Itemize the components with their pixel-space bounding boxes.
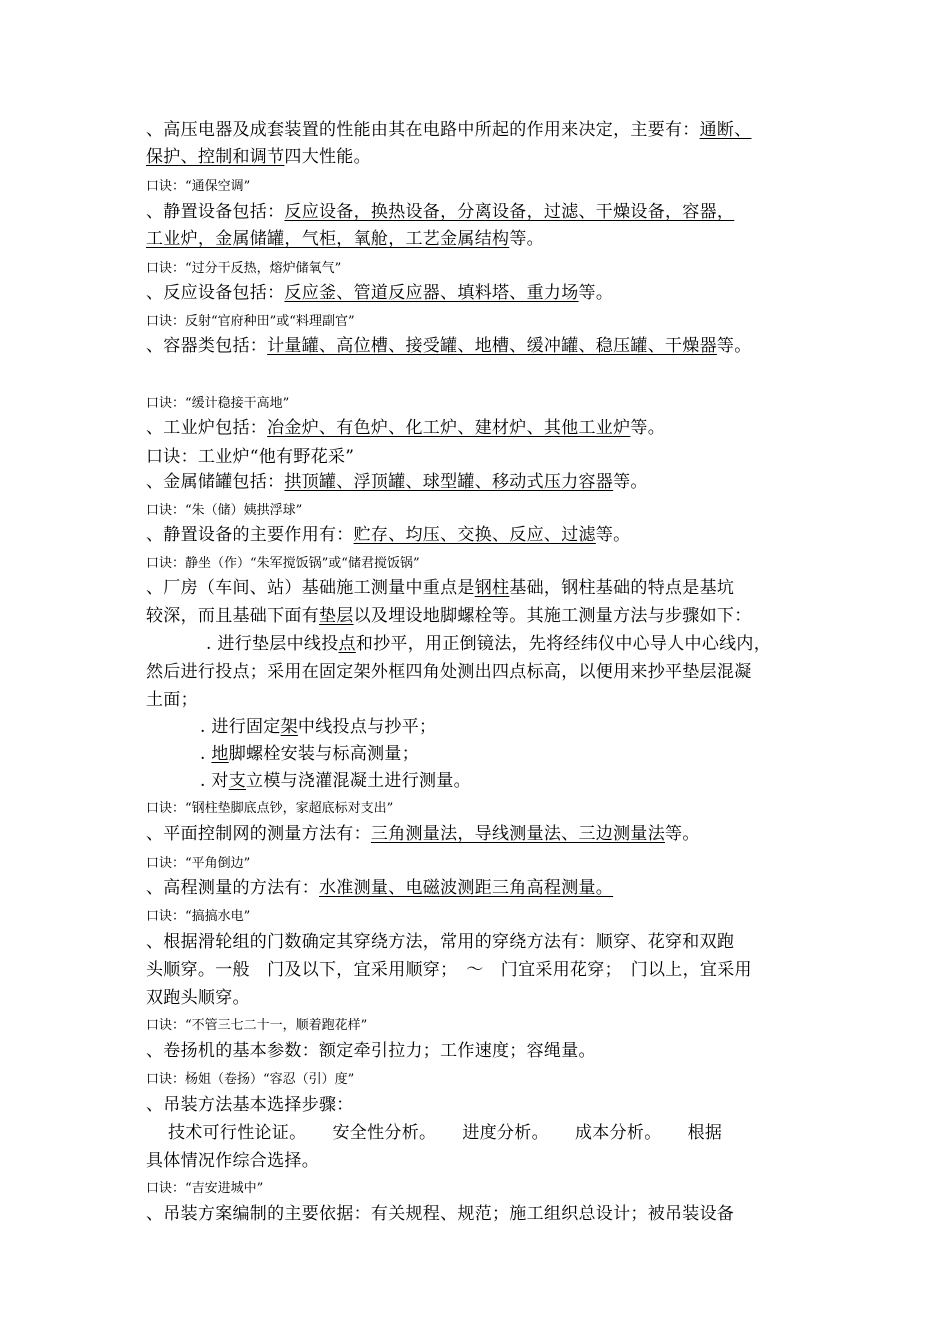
mnemonic-line: 口诀：“不管三七二十一，顺着跑花样” <box>146 1018 368 1033</box>
mnemonic-line: 口诀：反射“官府种田”或“料理副官” <box>146 314 355 329</box>
mnemonic-line: 口诀：“搞搞水电” <box>146 909 251 924</box>
text-line: 头顺穿。一般 门及以下，宜采用顺穿； ～ 门宜采用花穿； 门以上，宜采用 <box>146 960 752 980</box>
text-line: 双跑头顺穿。 <box>146 988 250 1008</box>
mnemonic-line: 口诀：“过分干反热，熔炉储氧气” <box>146 261 342 276</box>
step-line: . 进行固定架中线投点与抄平； <box>200 717 437 737</box>
mnemonic-line: 口诀：“吉安进城中” <box>146 1181 264 1196</box>
text-line: 、反应设备包括：反应釜、管道反应器、填料塔、重力场等。 <box>146 283 614 303</box>
mnemonic-line: 口诀：“钢柱垫脚底点钞，家超底标对支出” <box>146 801 394 816</box>
text-line: 、高程测量的方法有：水准测量、电磁波测距三角高程测量。 <box>146 878 614 898</box>
text-line: 、卷扬机的基本参数：额定牵引拉力；工作速度；容绳量。 <box>146 1041 596 1061</box>
step-line: . 对支立模与浇灌混凝土进行测量。 <box>200 771 471 791</box>
text-line: 技术可行性论证。 安全性分析。 进度分析。 成本分析。 根据 <box>168 1123 723 1143</box>
text-line: 、静置设备包括：反应设备，换热设备，分离设备，过滤、干燥设备，容器， <box>146 202 735 222</box>
text-line: 土面； <box>146 690 198 710</box>
mnemonic-line: 口诀：“通保空调” <box>146 179 251 194</box>
text-line: 、静置设备的主要作用有：贮存、均压、交换、反应、过滤等。 <box>146 525 631 545</box>
mnemonic-line: 口诀：“平角倒边” <box>146 856 251 871</box>
text-line: 、根据滑轮组的门数确定其穿绕方法，常用的穿绕方法有：顺穿、花穿和双跑 <box>146 932 735 952</box>
mnemonic-line: 口诀：工业炉“他有野花采” <box>146 447 355 467</box>
text-line: 保护、控制和调节四大性能。 <box>146 147 371 167</box>
text-line: 、工业炉包括：冶金炉、有色炉、化工炉、建材炉、其他工业炉等。 <box>146 418 666 438</box>
text-line: 较深，而且基础下面有垫层以及埋设地脚螺栓等。其施工测量方法与步骤如下： <box>146 606 752 626</box>
mnemonic-line: 口诀：静坐（作）“朱军搅饭锅”或“储君搅饭锅” <box>146 556 420 571</box>
text-line: 、吊装方法基本选择步骤： <box>146 1095 354 1115</box>
text-line: 、平面控制网的测量方法有：三角测量法，导线测量法、三边测量法等。 <box>146 824 700 844</box>
step-line: . 进行垫层中线投点和抄平，用正倒镜法，先将经纬仪中心导人中心线内， <box>206 634 772 654</box>
text-line: 、厂房（车间、站）基础施工测量中重点是钢柱基础，钢柱基础的特点是基坑 <box>146 578 735 598</box>
text-line: 、高压电器及成套装置的性能由其在电路中所起的作用来决定，主要有：通断、 <box>146 120 752 140</box>
mnemonic-line: 口诀：“朱（储）姨拱浮球” <box>146 503 303 518</box>
text-line: 、金属储罐包括：拱顶罐、浮顶罐、球型罐、移动式压力容器等。 <box>146 472 648 492</box>
mnemonic-line: 口诀：杨姐（卷扬）“容忍（引）度” <box>146 1072 355 1087</box>
text-line: 然后进行投点；采用在固定架外框四角处测出四点标高，以便用来抄平垫层混凝 <box>146 662 752 682</box>
text-line: 具体情况作综合选择。 <box>146 1151 319 1171</box>
text-line: 、吊装方案编制的主要依据：有关规程、规范；施工组织总设计；被吊装设备 <box>146 1204 735 1224</box>
mnemonic-line: 口诀：“缓计稳接干高地” <box>146 396 290 411</box>
step-line: . 地脚螺栓安装与标高测量； <box>200 744 420 764</box>
text-line: 工业炉，金属储罐，气柜，氧舱，工艺金属结构等。 <box>146 229 544 249</box>
text-line: 、容器类包括：计量罐、高位槽、接受罐、地槽、缓冲罐、稳压罐、干燥器等。 <box>146 336 752 356</box>
